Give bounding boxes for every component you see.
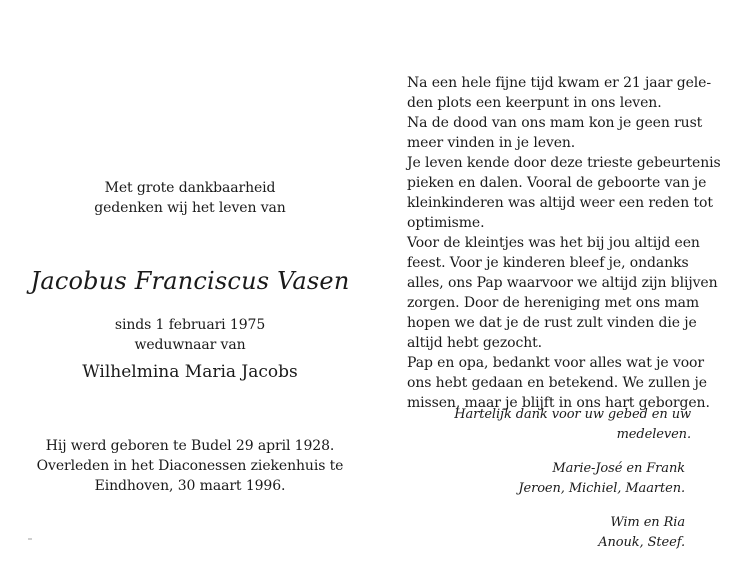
signature-family-2	[598, 513, 685, 553]
born-line-2: Overleden in het Diaconessen ziekenhuis te	[36, 458, 344, 474]
tribute-text	[407, 73, 721, 413]
intro-line-1: Met grote dankbaarheid	[104, 180, 276, 196]
tribute-line: hopen we dat je de rust zult vinden die je	[407, 315, 697, 331]
tribute-line: den plots een keerpunt in ons leven.	[407, 95, 662, 111]
since-line-1: sinds 1 februari 1975	[114, 317, 266, 333]
signature-line: Anouk, Steef.	[598, 535, 685, 550]
tribute-line: feest. Voor je kinderen bleef je, ondanks	[407, 255, 689, 271]
tribute-line: kleinkinderen was altijd weer een reden tot	[407, 195, 713, 211]
tribute-line: Na de dood van ons mam kon je geen rust	[407, 115, 703, 131]
tribute-line: meer vinden in je leven.	[407, 135, 576, 151]
tribute-line: missen, maar je blijft in ons hart geborgen.	[407, 395, 710, 411]
left-panel	[20, 178, 360, 496]
tribute-line: optimisme.	[407, 215, 485, 231]
signature-line: Wim en Ria	[610, 515, 685, 530]
tribute-line: Na een hele fijne tijd kwam er 21 jaar gele-	[407, 75, 711, 91]
tribute-line: pieken en dalen. Vooral de geboorte van je	[407, 175, 707, 191]
born-line-1: Hij werd geboren te Budel 29 april 1928.	[45, 438, 335, 454]
tribute-line: Je leven kende door deze trieste gebeurtenis	[407, 155, 721, 171]
scan-speck	[28, 538, 32, 540]
since-line-2: weduwnaar van	[134, 337, 246, 353]
deceased-name: Jacobus Franciscus Vasen	[30, 267, 350, 295]
tribute-line: Voor de kleintjes was het bij jou altijd een	[407, 235, 700, 251]
tribute-line: Pap en opa, bedankt voor alles wat je voor	[407, 355, 704, 371]
thanks-line-2: medeleven.	[616, 427, 691, 442]
signature-family-1	[518, 459, 685, 499]
thanks-line-1: Hartelijk dank voor uw gebed en uw	[454, 407, 691, 422]
spouse-name: Wilhelmina Maria Jacobs	[82, 362, 298, 382]
signature-line: Jeroen, Michiel, Maarten.	[518, 481, 685, 496]
tribute-line: altijd hebt gezocht.	[407, 335, 543, 351]
signature-line: Marie-José en Frank	[552, 461, 685, 476]
thanks-note	[454, 405, 691, 445]
intro-line-2: gedenken wij het leven van	[94, 200, 286, 216]
born-line-3: Eindhoven, 30 maart 1996.	[94, 478, 286, 494]
tribute-line: alles, ons Pap waarvoor we altijd zijn blijven	[407, 275, 718, 291]
tribute-line: ons hebt gedaan en betekend. We zullen je	[407, 375, 707, 391]
tribute-line: zorgen. Door de hereniging met ons mam	[407, 295, 700, 311]
